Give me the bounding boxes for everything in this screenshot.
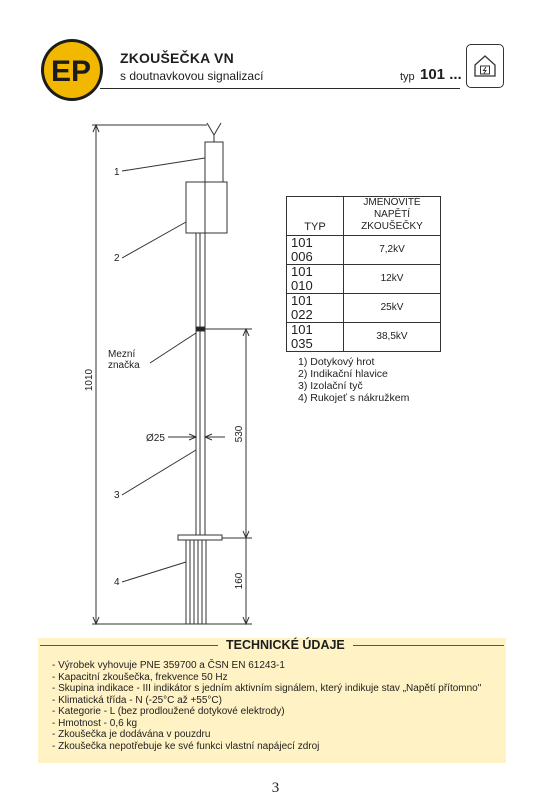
row-type: 101 006 [287,236,344,265]
table-row [287,265,441,294]
list-item: - Zkoušečka nepotřebuje ke své funkci vlastní napájecí zdroj [52,740,320,752]
list-item: - Klimatická třída - N (-25°C až +55°C) [52,694,222,706]
page-subtitle: s doutnavkovou signalizací [120,69,264,83]
diameter-label: Ø25 [146,433,165,444]
page-number: 3 [271,780,280,796]
callout-2: 2 [114,253,120,264]
row-type: 101 010 [287,265,344,294]
row-voltage: 12kV [344,265,441,294]
callout-4: 4 [114,577,120,588]
type-prefix: typ [400,71,415,83]
row-voltage: 38,5kV [344,323,441,352]
legend-item: 4) Rukojeť s nákružkem [298,392,410,404]
limit-mark-label-line2: značka [108,360,140,371]
row-voltage: 25kV [344,294,441,323]
spec-table [286,196,441,352]
list-item: - Kapacitní zkoušečka, frekvence 50 Hz [52,671,228,683]
limit-mark [196,327,205,331]
list-item: - Skupina indikace - III indikátor s jedním aktivním signálem, který indikuje stav „Napětí přítomno" [52,683,482,694]
list-item: - Výrobek vyhovuje PNE 359700 a ČSN EN 61243-1 [52,660,285,671]
list-item: - Zkoušečka je dodávána v pouzdru [52,729,211,740]
handle [186,540,206,624]
column-type: TYP [287,197,344,236]
list-item: - Kategorie - L (bez prodloužené dotykové elektrody) [52,706,285,717]
upper-length-label: 530 [234,425,245,443]
list-item: - Hmotnost - 0,6 kg [52,717,138,729]
technical-list [52,660,481,752]
row-type: 101 035 [287,323,344,352]
ep-logo [40,38,104,102]
handle-length-label: 160 [234,572,245,590]
legend-item: 2) Indikační hlavice [298,368,388,380]
legend-item: 3) Izolační tyč [298,380,363,392]
callout-1: 1 [114,167,120,178]
header-divider [100,88,460,89]
handle-guard [178,535,222,540]
row-type: 101 022 [287,294,344,323]
legend-item: 1) Dotykový hrot [298,356,375,368]
callout-3: 3 [114,490,120,501]
row-voltage: 7,2kV [344,236,441,265]
table-row [287,294,441,323]
column-voltage [344,197,441,236]
tester-drawing [0,110,551,640]
total-height-label: 1010 [84,368,95,392]
column-voltage-line2: ZKOUŠEČKY [361,221,423,232]
technical-heading: TECHNICKÉ ÚDAJE [218,638,353,652]
table-row [287,323,441,352]
contact-tip [207,123,221,135]
type-number: 101 ... [420,66,462,83]
column-voltage-line1: JMENOVITÉ NAPĚTÍ [363,197,421,220]
indicator-head-top [205,142,223,182]
indicator-head [186,182,227,233]
logo-text: EP [50,55,92,88]
page-title: ZKOUŠEČKA VN [120,50,234,66]
table-row [287,236,441,265]
table-header-row [287,197,441,236]
house-lightning-icon [466,44,504,88]
limit-mark-label-line1: Mezní [108,349,136,360]
parts-legend [298,356,409,404]
